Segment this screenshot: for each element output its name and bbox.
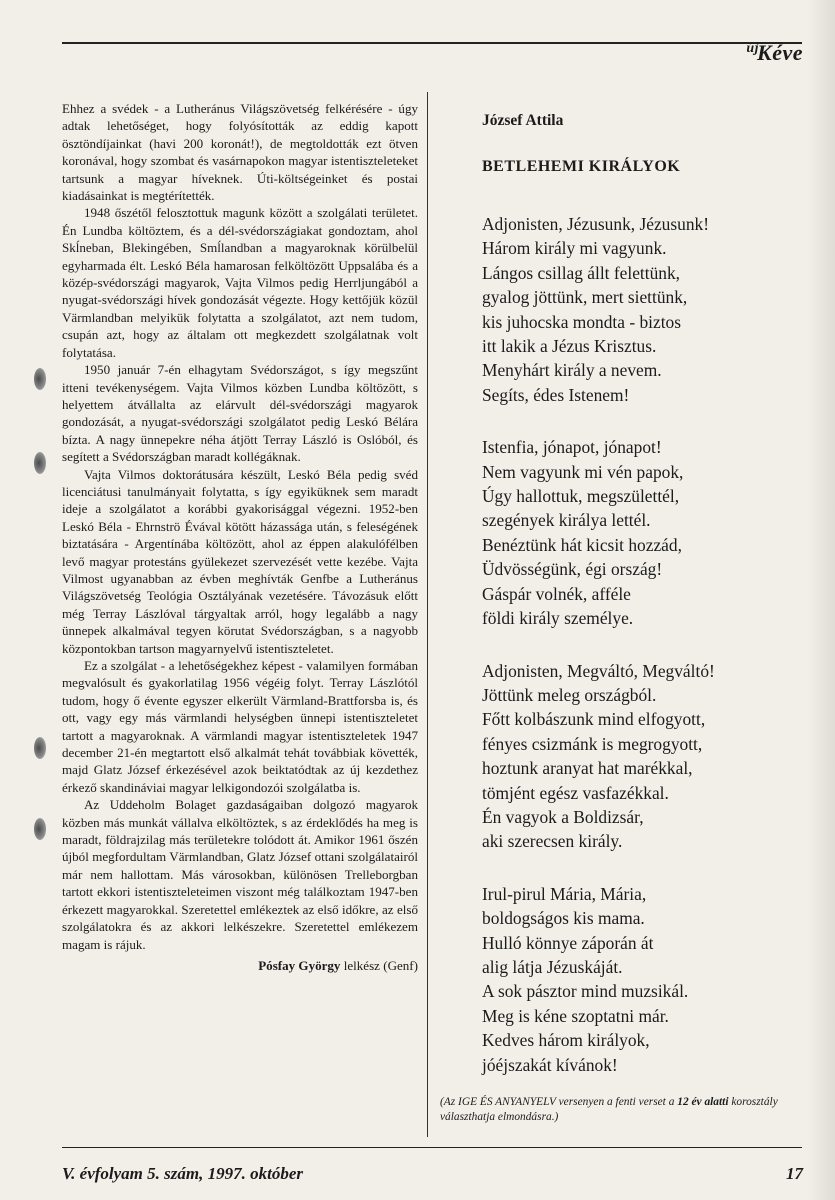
- logo-prefix: új: [746, 40, 760, 56]
- header-rule: [62, 42, 802, 44]
- poem-author: József Attila: [482, 112, 564, 129]
- poem-title: BETLEHEMI KIRÁLYOK: [482, 158, 681, 175]
- column-divider: [427, 92, 428, 1137]
- note-text: korosztály választhatja elmondásra.): [440, 1096, 778, 1123]
- poem-line: Kedves három királyok,: [482, 1030, 650, 1051]
- poem-line: Irul-pirul Mária, Mária,: [482, 883, 647, 904]
- poem-line: Úgy hallottuk, megszülettél,: [482, 486, 680, 507]
- poem-stanza: [482, 882, 802, 1077]
- binder-hole: [34, 452, 46, 474]
- poem-line: Menyhárt király a nevem.: [482, 360, 662, 381]
- author-role: lelkész (Genf): [343, 957, 418, 973]
- poem-line: Én vagyok a Boldizsár,: [482, 806, 644, 827]
- article-paragraph: Az Uddeholm Bolaget gazdaságaiban dolgozó magyarok közben más munkát vállalva elköltöztek, s az érdeklődés ha meg is maradt, földrajzilag más területekre tolódott át. Amikor 1961 őszén újból megfordultam Värmlandban, Glatz József ottani szolgálatairól már nem hallottam. Más városokban, különösen Trelleborgban tartott ekkori istentiszteleteimen viszont még találkoztam 1947-ben érkezett magyarokkal. Szeretettel emlékeztek az első időkre, az első szolgálatokra és az akkori lelkészekre. Szeretettel emlékezem magam is rájuk.: [62, 797, 418, 952]
- note-age-group: 12 év alatti: [677, 1096, 729, 1108]
- poem-line: Jöttünk meleg országból.: [482, 684, 657, 705]
- poem-line: Adjonisten, Megváltó, Megváltó!: [482, 660, 715, 681]
- binder-hole: [34, 737, 46, 759]
- note-text: versenyen a fenti verset a: [555, 1096, 678, 1108]
- poem-line: Lángos csillag állt felettünk,: [482, 262, 681, 283]
- note-text: (Az: [440, 1096, 459, 1108]
- footer-rule: [62, 1147, 802, 1148]
- poem-line: Segíts, édes Istenem!: [482, 384, 630, 405]
- article-column: [62, 100, 418, 974]
- article-paragraph: Ez a szolgálat - a lehetőségekhez képest - valamilyen formában megvalósult és gyakorlatilag 1956 végéig folyt. Terray Lászlótól tudom, hogy ő évente egyszer elkerült Värmland-Brattforsba is, és ott, vagy egy más värmlandi helységben ünnepi istentiszteletet tartott a magyaroknak. A värmlandi magyar istentiszteletek 1947 december 21-én megtartott első alkalmát tehát továbbiak követték, majd Glatz József érkezésével azok beiktatódtak az új kezdethez érkező skandináviai magyar lelkigondozói szolgálatba is.: [62, 658, 418, 795]
- poem-line: A sok pásztor mind muzsikál.: [482, 981, 689, 1002]
- logo-text: Kéve: [757, 40, 803, 65]
- poem-note: [440, 1095, 810, 1125]
- poem-line: Hulló könnye záporán át: [482, 932, 654, 953]
- issue-info: V. évfolyam 5. szám, 1997. október: [62, 1164, 303, 1183]
- poem-line: alig látja Jézuskáját.: [482, 956, 623, 977]
- poem-body: [482, 212, 802, 1077]
- article-paragraph: 1948 őszétől felosztottuk magunk között a szolgálati területet. Én Lundba költöztem, és a dél-svédországiakat gondoztam, ahol Skĺneban, Blekingében, Smĺlandban a magyaroknak körülbelül egyharmada élt. Leskó Béla hamarosan felköltözött Uppsalába és a közép-svédországi magyarok, Vajta Vilmos pedig Herrljungából a nyugat-svédországi hívek gondozását végezte. Hogy kettőjük közül Värmlandban melyikük folytatta a szolgálatot, azt nem tudom, csupán azt, hogy az általam ott megkezdett szolgálatnak volt folytatása.: [62, 205, 418, 360]
- poem-line: fényes csizmánk is megrogyott,: [482, 733, 703, 754]
- article-paragraph: Vajta Vilmos doktorátusára készült, Leskó Béla pedig svéd licenciátusi tanulmányait folytatta, s így egyiküknek sem maradt ideje a szolgálatot a korábbi gyakorisággal végezni. 1952-ben Leskó Béla - Ehrnströ Évával kötött házassága után, s feleségének biztatására - Argentínába költözött, ahol az éppen alakulófélben levő magyar protestáns gyülekezet szervezését vette kezébe. Vajta Vilmost ugyanabban az évben meghívták Genfbe a Lutheránus Világszövetség Teológia Osztályának vezetésére. Távozásuk előtt még Terray Lászlóval tárgyaltak arról, hogy legalább a nagy ünnepek alkalmával tegyen körutat Svédországban, s a nagyobb központokban tartson magyarnyelvű istentiszteletet.: [62, 466, 418, 656]
- poem-line: Üdvösségünk, égi ország!: [482, 559, 663, 580]
- poem-line: Három király mi vagyunk.: [482, 238, 667, 259]
- poem-stanza: [482, 435, 802, 630]
- poem-stanza: [482, 212, 802, 407]
- poem-line: Adjonisten, Jézusunk, Jézusunk!: [482, 214, 710, 234]
- binder-hole: [34, 368, 46, 390]
- poem-line: szegények királya lettél.: [482, 510, 651, 531]
- poem-column: [482, 100, 802, 1077]
- poem-line: boldogságos kis mama.: [482, 908, 645, 929]
- poem-line: jóéjszakát kívánok!: [482, 1054, 618, 1075]
- poem-line: Gáspár volnék, afféle: [482, 583, 631, 604]
- poem-line: gyalog jöttünk, mert siettünk,: [482, 287, 688, 308]
- article-paragraph: Ehhez a svédek - a Lutheránus Világszövetség felkérésére - úgy adtak lehetőséget, hogy folyósították az eddig kapott ösztöndíjainkat (havi 200 koronát!), de megtoldották ezt ötven koronával, hogy szombat és vasárnapokon magyar istentiszteleteket tartsunk a magyar híveknek. Úti-költségeinket és postai kiadásainkat is megtérítették.: [62, 101, 418, 204]
- binder-hole: [34, 818, 46, 840]
- poem-stanza: [482, 659, 802, 854]
- poem-line: tömjént egész vasfazékkal.: [482, 782, 669, 803]
- page-number: 17: [786, 1164, 803, 1183]
- magazine-logo: [746, 40, 803, 66]
- poem-line: Istenfia, jónapot, jónapot!: [482, 437, 662, 458]
- poem-line: Benéztünk hát kicsit hozzád,: [482, 534, 682, 555]
- note-contest-name: IGE ÉS ANYANYELV: [458, 1096, 556, 1108]
- poem-line: Meg is kéne szoptatni már.: [482, 1005, 669, 1026]
- article-signature: [62, 957, 418, 974]
- poem-line: itt lakik a Jézus Krisztus.: [482, 336, 657, 357]
- poem-line: hoztunk aranyat hat marékkal,: [482, 758, 693, 779]
- page-edge-shadow: [807, 0, 835, 1200]
- poem-line: Főtt kolbászunk mind elfogyott,: [482, 709, 706, 730]
- poem-line: aki szerecsen király.: [482, 831, 623, 852]
- author-name: Pósfay György: [258, 957, 341, 973]
- article-paragraph: 1950 január 7-én elhagytam Svédországot, s így megszűnt itteni tevékenységem. Vajta Vilmos közben Lundba költözött, s helyettem átvállalta az elárvult dél-svédországi magyarok gondozását, a nyugat-svédországi szolgálatot pedig Leskó Bélára bízta. A nagy ünnepekre néha átjött Terray László is Oslóból, és segített a Svédországban maradt kollégáknak.: [62, 362, 418, 465]
- poem-line: Nem vagyunk mi vén papok,: [482, 461, 684, 482]
- poem-line: kis juhocska mondta - biztos: [482, 311, 681, 332]
- poem-line: földi király személye.: [482, 608, 634, 629]
